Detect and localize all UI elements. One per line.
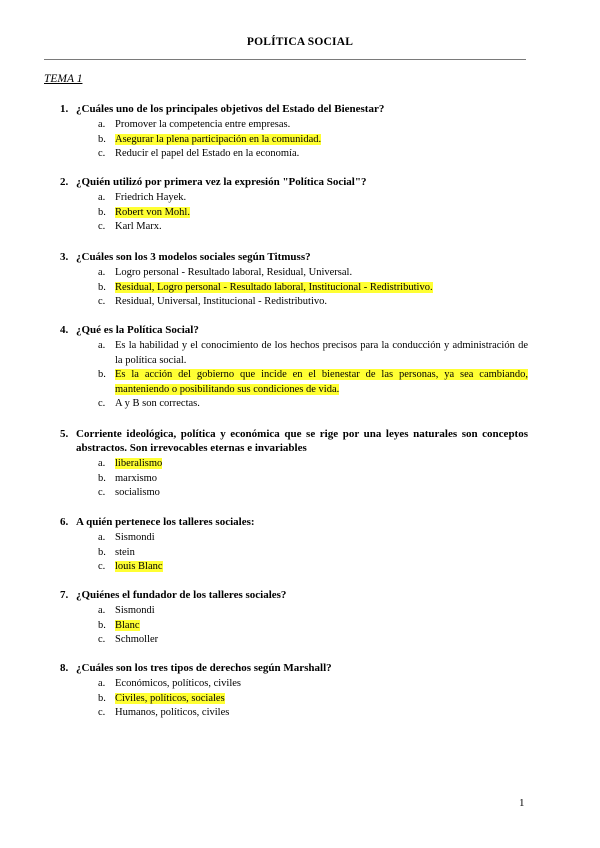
- option-text: Logro personal - Resultado laboral, Residual, Universal.: [115, 267, 353, 278]
- page-number: 1: [519, 797, 525, 809]
- option-letter: a.: [98, 458, 106, 469]
- option-letter: a.: [98, 605, 106, 616]
- answer-option: [60, 266, 528, 281]
- highlighted-answer: Asegurar la plena participación en la comunidad.: [115, 133, 322, 145]
- answer-option: [60, 619, 528, 634]
- option-letter: c.: [98, 561, 106, 572]
- option-letter: b.: [98, 472, 106, 484]
- option-letter: c.: [98, 296, 106, 307]
- answer-option: [60, 368, 528, 397]
- answer-option: [60, 472, 528, 487]
- option-text: [115, 457, 528, 472]
- option-letter: a.: [98, 340, 106, 351]
- option-text: [115, 133, 528, 148]
- option-text: Reducir el papel del Estado en la economía.: [115, 148, 300, 159]
- option-letter: c.: [98, 634, 106, 645]
- option-text: Promover la competencia entre empresas.: [115, 119, 291, 130]
- question-text: ¿Cuáles son los tres tipos de derechos según Marshall?: [76, 662, 332, 674]
- question-number: 4.: [60, 324, 69, 336]
- question-1: [60, 102, 528, 162]
- option-text: [115, 281, 528, 296]
- question-number: 3.: [60, 251, 69, 263]
- question-number: 5.: [60, 428, 69, 440]
- option-letter: c.: [98, 148, 106, 159]
- highlighted-answer: louis Blanc: [115, 561, 163, 572]
- answer-option: [60, 560, 528, 575]
- option-text: [115, 368, 528, 397]
- option-text: [115, 692, 528, 707]
- answer-option: [60, 118, 528, 133]
- option-letter: b.: [98, 369, 106, 380]
- highlighted-answer: Es la acción del gobierno que incide en el bienestar de las personas, ya sea cambiando, manteniendo o posibilitando sus condiciones de vida.: [115, 369, 528, 395]
- option-text: socialismo: [115, 487, 160, 498]
- answer-option: [60, 295, 528, 310]
- answer-option: [60, 633, 528, 648]
- option-text: Friedrich Hayek.: [115, 192, 187, 203]
- option-letter: b.: [98, 546, 106, 558]
- question-number: 7.: [60, 589, 69, 601]
- question-number: 2.: [60, 176, 69, 188]
- highlighted-answer: Residual, Logro personal - Resultado laboral, Institucional - Redistributivo.: [115, 281, 433, 293]
- question-number: 1.: [60, 103, 69, 115]
- option-letter: b.: [98, 619, 106, 631]
- question-text: ¿Qué es la Política Social?: [76, 324, 199, 336]
- question-4: [60, 323, 528, 412]
- answer-option: [60, 281, 528, 296]
- answer-option: [60, 191, 528, 206]
- option-text: marxismo: [115, 472, 157, 484]
- question-5: [60, 427, 528, 501]
- option-letter: c.: [98, 707, 106, 718]
- answer-option: [60, 397, 528, 412]
- option-text: Sismondi: [115, 532, 155, 543]
- question-text: Corriente ideológica, política y económica que se rige por una leyes naturales son conceptos abstractos. Son irrevocables eternas e invariables: [76, 428, 528, 454]
- option-letter: a.: [98, 192, 106, 203]
- question-7: [60, 588, 528, 648]
- question-6: [60, 515, 528, 575]
- question-text: ¿Cuáles uno de los principales objetivos del Estado del Bienestar?: [76, 103, 385, 115]
- option-text: Schmoller: [115, 634, 159, 645]
- option-text: Es la habilidad y el conocimiento de los hechos precisos para la conducción y administración de la política social.: [115, 340, 528, 366]
- answer-option: [60, 692, 528, 707]
- question-8: [60, 661, 528, 721]
- page-title: POLÍTICA SOCIAL: [246, 36, 354, 48]
- option-letter: c.: [98, 487, 106, 498]
- option-text: A y B son correctas.: [115, 398, 200, 409]
- option-letter: b.: [98, 133, 106, 145]
- option-text: [115, 206, 528, 221]
- highlighted-answer: liberalismo: [115, 458, 163, 469]
- highlighted-answer: Robert von Mohl.: [115, 206, 190, 218]
- highlighted-answer: Blanc: [115, 619, 140, 631]
- answer-option: [60, 147, 528, 162]
- highlighted-answer: Civiles, políticos, sociales: [115, 692, 225, 704]
- option-text: Karl Marx.: [115, 221, 162, 232]
- option-text: Económicos, políticos, civiles: [115, 678, 241, 689]
- question-text: ¿Quién utilizó por primera vez la expresión "Política Social"?: [76, 176, 367, 188]
- answer-option: [60, 339, 528, 368]
- answer-option: [60, 486, 528, 501]
- answer-option: [60, 677, 528, 692]
- answer-option: [60, 706, 528, 721]
- question-number: 6.: [60, 516, 69, 528]
- option-text: Sismondi: [115, 605, 155, 616]
- option-letter: b.: [98, 206, 106, 218]
- option-text: Residual, Universal, Institucional - Redistributivo.: [115, 296, 328, 307]
- answer-option: [60, 133, 528, 148]
- answer-option: [60, 206, 528, 221]
- question-number: 8.: [60, 662, 69, 674]
- option-text: [115, 619, 528, 634]
- section-title: TEMA 1: [44, 73, 83, 85]
- question-text: ¿Quiénes el fundador de los talleres sociales?: [76, 589, 287, 601]
- answer-option: [60, 604, 528, 619]
- header-divider: [44, 59, 526, 60]
- option-letter: a.: [98, 119, 106, 130]
- question-text: A quién pertenece los talleres sociales:: [76, 516, 255, 528]
- option-letter: b.: [98, 692, 106, 704]
- answer-option: [60, 220, 528, 235]
- answer-option: [60, 546, 528, 561]
- option-letter: a.: [98, 532, 106, 543]
- option-letter: c.: [98, 398, 106, 409]
- option-letter: b.: [98, 281, 106, 293]
- answer-option: [60, 457, 528, 472]
- option-text: [115, 560, 528, 575]
- option-text: stein: [115, 546, 135, 558]
- question-2: [60, 175, 528, 235]
- question-3: [60, 250, 528, 310]
- question-text: ¿Cuáles son los 3 modelos sociales según Titmuss?: [76, 251, 311, 263]
- answer-option: [60, 531, 528, 546]
- option-letter: a.: [98, 267, 106, 278]
- option-letter: c.: [98, 221, 106, 232]
- option-letter: a.: [98, 678, 106, 689]
- option-text: Humanos, políticos, civiles: [115, 707, 230, 718]
